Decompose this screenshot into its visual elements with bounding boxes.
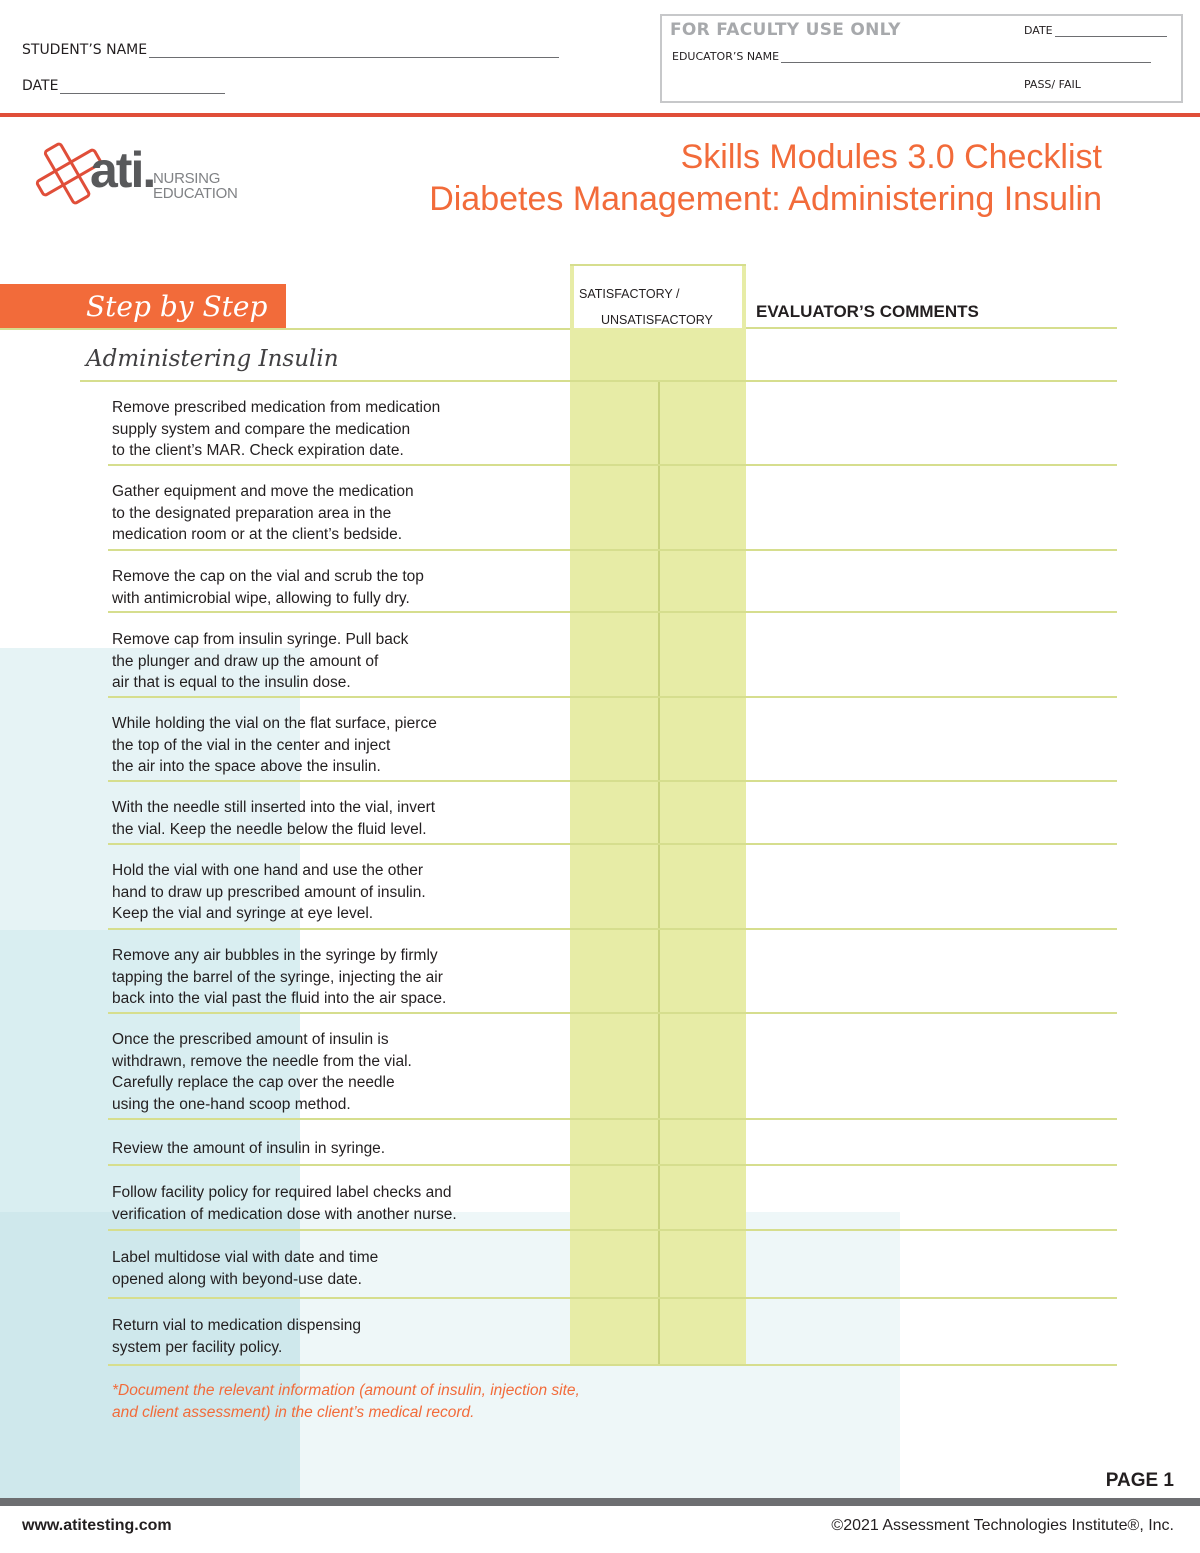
documentation-note: *Document the relevant information (amount of insulin, injection site, and client assessment) in the client’s medical record. (112, 1382, 580, 1421)
student-date-label: DATE (22, 78, 59, 94)
website-link[interactable]: www.atitesting.com (22, 1517, 172, 1534)
step-row-6: With the needle still inserted into the vial, invert the vial. Keep the needle below the fluid level. (112, 799, 436, 838)
student-name-field[interactable] (22, 42, 559, 58)
column-header-border (570, 266, 574, 328)
educator-name-field[interactable] (672, 50, 1151, 63)
logo-subtitle (153, 171, 238, 201)
pass-fail-field[interactable] (1024, 78, 1081, 91)
step-row-11: Follow facility policy for required label checks and verification of medication dose with another nurse. (112, 1184, 457, 1223)
pass-fail-label: PASS/ FAIL (1024, 78, 1081, 91)
section-rule (80, 380, 1117, 382)
student-name-line[interactable] (149, 44, 559, 58)
header-rule (0, 328, 570, 330)
step-row-2: Gather equipment and move the medication to the designated preparation area in the medication room or at the client’s bedside. (112, 483, 414, 543)
step-row-8: Remove any air bubbles in the syringe by firmly tapping the barrel of the syringe, injecting the air back into the vial past the fluid into the air space. (112, 947, 447, 1007)
student-date-line[interactable] (60, 80, 225, 94)
row-divider (108, 843, 1117, 845)
row-divider (108, 928, 1117, 930)
row-divider (108, 1364, 1117, 1366)
header-rule (746, 327, 1117, 329)
logo-brand: ati. (90, 142, 155, 198)
ati-logo (28, 135, 258, 210)
educator-name-line[interactable] (781, 52, 1151, 63)
step-by-step-label: Step by Step (86, 290, 268, 323)
page-title: Skills Modules 3.0 Checklist (680, 138, 1102, 176)
faculty-date-label: DATE (1024, 24, 1053, 37)
step-row-4: Remove cap from insulin syringe. Pull back the plunger and draw up the amount of air that is equal to the insulin dose. (112, 631, 409, 691)
faculty-title: FOR FACULTY USE ONLY (670, 20, 901, 40)
step-row-10: Review the amount of insulin in syringe. (112, 1140, 386, 1157)
copyright-text: ©2021 Assessment Technologies Institute®, Inc. (831, 1517, 1174, 1534)
faculty-date-line[interactable] (1055, 26, 1167, 37)
student-date-field[interactable] (22, 78, 225, 94)
step-row-7: Hold the vial with one hand and use the other hand to draw up prescribed amount of insulin. Keep the vial and syringe at eye level. (112, 862, 426, 922)
row-divider (108, 611, 1117, 613)
page-number: PAGE 1 (1105, 1470, 1174, 1491)
logo-line2: EDUCATION (153, 185, 238, 202)
student-name-label: STUDENT’S NAME (22, 42, 148, 58)
step-row-9: Once the prescribed amount of insulin is withdrawn, remove the needle from the vial. Carefully replace the cap over the needle using the one-hand scoop method. (112, 1031, 412, 1113)
sat-unsat-header (579, 281, 713, 333)
step-row-5: While holding the vial on the flat surface, pierce the top of the vial in the center and inject the air into the space above the insulin. (112, 715, 437, 775)
row-divider (108, 1164, 1117, 1166)
step-row-3: Remove the cap on the vial and scrub the top with antimicrobial wipe, allowing to fully dry. (112, 568, 424, 607)
row-divider (108, 1229, 1117, 1231)
row-divider (108, 1118, 1117, 1120)
unsatisfactory-column (658, 266, 746, 1365)
header-divider (0, 113, 1200, 117)
section-title: Administering Insulin (86, 346, 339, 372)
logo-line1: NURSING (153, 170, 221, 187)
page-subtitle: Diabetes Management: Administering Insulin (429, 180, 1102, 218)
step-row-1: Remove prescribed medication from medication supply system and compare the medication to the client’s MAR. Check expiration date. (112, 399, 441, 459)
step-by-step-banner (0, 284, 286, 330)
satisfactory-column (570, 266, 658, 1365)
educator-name-label: EDUCATOR’S NAME (672, 50, 780, 63)
footer-divider (0, 1498, 1200, 1506)
row-divider (108, 1012, 1117, 1014)
column-header-border (742, 266, 746, 328)
row-divider (108, 780, 1117, 782)
row-divider (108, 464, 1117, 466)
row-divider (108, 1297, 1117, 1299)
row-divider (108, 549, 1117, 551)
column-divider (658, 380, 660, 1365)
sat-header-line1: SATISFACTORY / (579, 287, 680, 301)
faculty-use-box (660, 14, 1183, 103)
evaluator-comments-header: EVALUATOR’S COMMENTS (756, 302, 979, 321)
faculty-date-field[interactable] (1024, 24, 1167, 37)
sat-header-line2: UNSATISFACTORY (601, 313, 713, 327)
step-row-12: Label multidose vial with date and time opened along with beyond-use date. (112, 1249, 379, 1288)
step-row-13: Return vial to medication dispensing system per facility policy. (112, 1317, 361, 1356)
row-divider (108, 696, 1117, 698)
